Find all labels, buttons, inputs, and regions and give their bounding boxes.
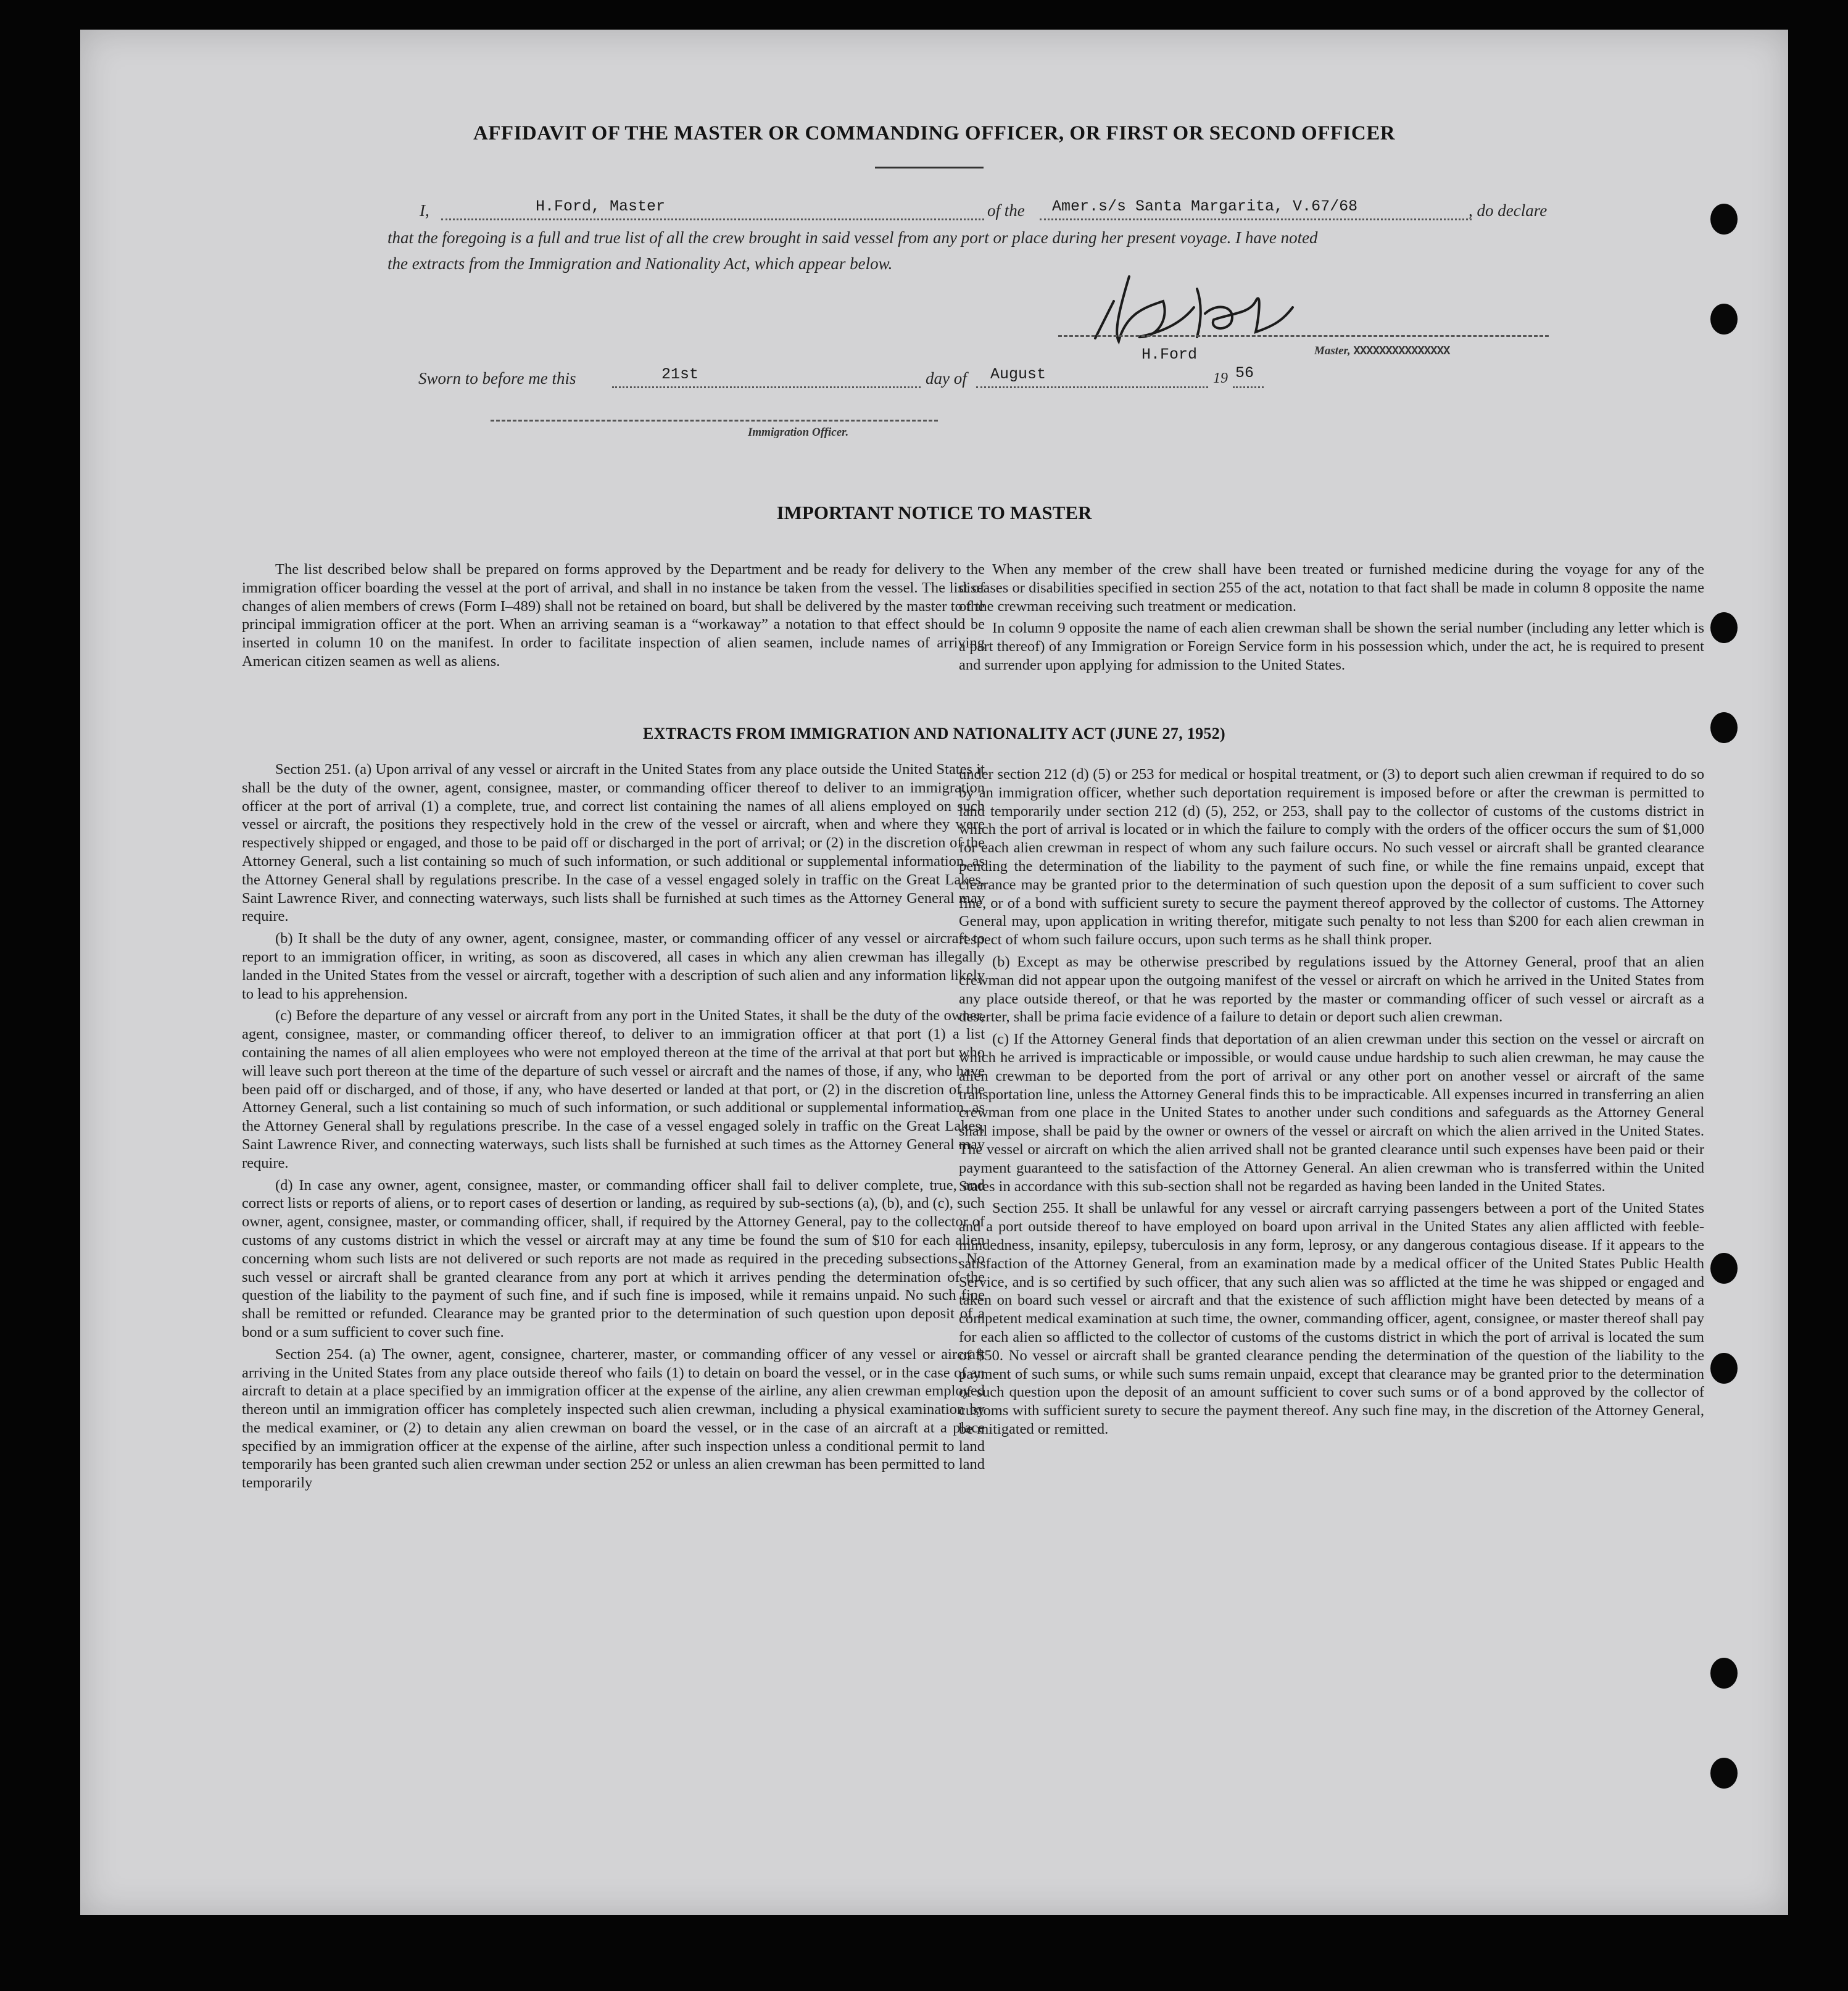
master-name-line — [441, 218, 984, 220]
punch-hole — [1710, 1658, 1738, 1689]
immigration-officer-label: Immigration Officer. — [748, 426, 849, 439]
typed-signature: H.Ford — [1142, 346, 1198, 364]
notice-title: IMPORTANT NOTICE TO MASTER — [776, 502, 1092, 523]
left-paragraph: The list described below shall be prepared on forms approved by the Department and be ready for delivery to the immigration officer boarding the vessel at the port of arrival, and shall in no instance be taken from the vessel. The list of changes of alien members of crews (Form I–489) shall not be retained on board, but shall be delivered by the master to the principal immigration officer at the port. When an arriving seaman is a “workaway” a notation to that effect should be inserted in column 10 on the manifest. In order to facilitate inspection of alien seamen, include names of arriving American citizen seamen as well as aliens. — [242, 561, 985, 670]
master-name-field: H.Ford, Master — [536, 197, 666, 215]
right-paragraph: (c) If the Attorney General finds that deportation of an alien crewman under this section on the vessel or aircraft on which he arrived is impracticable or impossible, or would cause undue hardship to such alien crewman, he may cause the alien crewman to be deported from the port of arrival or any other port on another vessel or aircraft of the same transportation line, unless the Attorney General finds this to be impracticable. All expenses incurred in transferring an alien crewman from one place in the United States to another under such conditions and safeguards as the Attorney General shall impose, shall be paid by the owner or owners of the vessel or aircraft on which the alien arrived in the United States. The vessel or aircraft on which the alien arrived shall not be granted clearance until such expenses have been paid or their payment guaranteed to the satisfaction of the Attorney General. An alien crewman who is transferred within the United States in accordance with this sub-section shall not be regarded as having been landed in the United States. — [959, 1031, 1704, 1195]
left-paragraph: (c) Before the departure of any vessel or aircraft from any port in the United States, it shall be the duty of the owner, agent, consignee, master, or commanding officer thereof, to deliver to an immigration officer at that port (1) a list containing the names of all alien employees who were not employed thereon at the time of the arrival at that port but who will leave such port thereon at the time of the departure of such vessel or aircraft and the names of those, if any, who have been paid off or discharged, and of those, if any, who have deserted or landed at that port, or (2) in the discretion of the Attorney General, such a list containing so much of such information, or such additional or supplemental information, as the Attorney General shall by regulations prescribe. In the case of a vessel engaged solely in traffic on the Great Lakes, Saint Lawrence River, and connecting waterways, such lists shall be furnished at such times as the Attorney General may require. — [242, 1007, 985, 1171]
day-of-label: day of — [926, 369, 967, 388]
right-column-notice — [959, 560, 1704, 675]
right-paragraph: (b) Except as may be otherwise prescribed by regulations issued by the Attorney General, proof that an alien crewman did not appear upon the outgoing manifest of the vessel or aircraft on which he arrived in the United States from any place outside thereof, or that he was reported by the master or commanding officer of such vessel or aircraft as a deserter, shall be prima facie evidence of a failure to detain or deport such alien crewman. — [959, 953, 1704, 1026]
left-paragraph: (b) It shall be the duty of any owner, agent, consignee, master, or commanding officer of any vessel or aircraft to report to an immigration officer, in writing, as soon as discovered, all cases in which any alien crewman has illegally landed in the United States from the vessel or aircraft, together with a description of such alien and any information likely to lead to his apprehension. — [242, 930, 985, 1002]
vessel-field: Amer.s/s Santa Margarita, V.67/68 — [1052, 197, 1358, 215]
affidavit-title: AFFIDAVIT OF THE MASTER OR COMMANDING OFFICER, OR FIRST OR SECOND OFFICER — [473, 122, 1396, 144]
sworn-label: Sworn to before me this — [418, 369, 576, 388]
punch-hole — [1710, 1758, 1738, 1789]
title-rule — [875, 167, 984, 168]
signature-line — [1058, 335, 1549, 337]
declaration-line-3: the extracts from the Immigration and Nationality Act, which appear below. — [387, 254, 893, 273]
right-column-extracts — [959, 765, 1704, 1439]
sworn-day-field: 21st — [661, 365, 699, 383]
signer-title-struck: XXXXXXXXXXXXXXX — [1353, 344, 1450, 358]
punch-hole — [1710, 204, 1738, 235]
vessel-line — [1040, 218, 1472, 220]
punch-hole — [1710, 1353, 1738, 1384]
left-paragraph: Section 254. (a) The owner, agent, consignee, charterer, master, or commanding officer of any vessel or aircraft arriving in the United States from any place outside thereof who fails (1) to detain on board the vessel, or in the case of an aircraft to detain at a place specified by an immigration officer at the expense of the airline, any alien crewman employed thereon until an immigration officer has completely inspected such alien crewman, including a physical examination by the medical examiner, or (2) to detain any alien crewman on board the vessel, or in the case of an aircraft at a place specified by an immigration officer at the expense of the airline, after such inspection unless a conditional permit to land temporarily has been granted such alien crewman under section 252 or unless an alien crewman has been permitted to land temporarily — [242, 1345, 985, 1492]
i-label: I, — [420, 201, 429, 220]
punch-hole — [1710, 304, 1738, 335]
punch-hole — [1710, 612, 1738, 643]
of-the-label: of the — [987, 201, 1025, 220]
handwritten-signature — [1071, 264, 1330, 357]
left-paragraph: (d) In case any owner, agent, consignee, master, or commanding officer shall fail to deliver complete, true, and correct lists or reports of aliens, or to report cases of desertion or landing, as required by sub-sections (a), (b), and (c), such owner, agent, consignee, master, or commanding officer, shall, if required by the Attorney General, pay to the collector of customs of any customs district in which the vessel or aircraft may at any time be found the sum of $10 for each alien concerning whom such lists are not delivered or such reports are not made as required in the preceding subsections. No such vessel or aircraft shall be granted clearance from any port at which it arrives pending the determination of the question of the liability to the payment of such fine, and if such fine is imposed, while it remains unpaid. No such fine shall be remitted or refunded. Clearance may be granted prior to the determination of such question upon deposit of a bond or a sum sufficient to cover such fine. — [242, 1176, 985, 1340]
right-paragraph: Section 255. It shall be unlawful for any vessel or aircraft carrying passengers between a port of the United States and a port outside thereof to have employed on board upon arrival in the United States any alien afflicted with feeble-mindedness, insanity, epilepsy, tuberculosis in any form, leprosy, or any dangerous contagious disease. If it appears to the satisfaction of the Attorney General, from an examination made by a medical officer of the United States Public Health Service, and is so certified by such officer, that any such alien was so afflicted at the time he was shipped or engaged and taken on board such vessel or aircraft and that the existence of such affliction might have been detected by means of a competent medical examination at such time, the owner, commanding officer, agent, consignee, or master thereof shall pay for each alien so afflicted to the collector of customs of the customs district in which the port of arrival is located the sum of $50. No vessel or aircraft shall be granted clearance pending the determination of the question of the liability to the payment of such sums, or while such sums remain unpaid, except that clearance may be granted prior to the determination of such question upon the deposit of an amount sufficient to cover such sums or of a bond approved by the collector of customs with sufficient surety to secure the payment thereof. Any such fine may, in the discretion of the Attorney General, be mitigated or remitted. — [959, 1200, 1704, 1437]
sworn-month-field: August — [990, 365, 1046, 383]
signer-title: Master, XXXXXXXXXXXXXXX — [1314, 344, 1450, 358]
right-paragraph: When any member of the crew shall have been treated or furnished medicine during the voyage for any of the diseases or disabilities specified in section 255 of the act, notation to that fact shall be made in column 8 opposite the name of the crewman receiving such treatment or medication. — [959, 561, 1704, 615]
extracts-title: EXTRACTS FROM IMMIGRATION AND NATIONALITY ACT (JUNE 27, 1952) — [642, 725, 1225, 742]
officer-signature-line — [491, 420, 938, 422]
year-field: 56 — [1235, 364, 1254, 382]
document-page — [80, 30, 1788, 1915]
do-declare-label: , do declare — [1469, 201, 1548, 220]
sworn-day-line — [612, 386, 921, 388]
right-paragraph: In column 9 opposite the name of each alien crewman shall be shown the serial number (including any letter which is a part thereof) of any Immigration or Foreign Service form in his possession which, under the act, he is required to present and surrender upon applying for admission to the United States. — [959, 620, 1704, 673]
left-column-extracts — [242, 760, 985, 1492]
year-line — [1233, 386, 1264, 388]
left-paragraph: Section 251. (a) Upon arrival of any vessel or aircraft in the United States from any place outside the United States it shall be the duty of the owner, agent, consignee, master, or commanding officer thereof to deliver to an immigration officer at the port of arrival (1) a complete, true, and correct list containing the names of all aliens employed on such vessel or aircraft, the positions they respectively hold in the crew of the vessel or aircraft, when and where they were respectively shipped or engaged, and those to be paid off or discharged in the port of arrival; or (2) in the discretion of the Attorney General, such a list containing so much of such information, or such additional or supplemental information, as the Attorney General shall by regulations prescribe. In the case of a vessel engaged solely in traffic on the Great Lakes, Saint Lawrence River, and connecting waterways, such lists shall be furnished at such times as the Attorney General may require. — [242, 761, 985, 925]
declaration-line-2: that the foregoing is a full and true list of all the crew brought in said vessel from any port or place during her present voyage. I have noted — [387, 228, 1318, 247]
right-paragraph: under section 212 (d) (5) or 253 for medical or hospital treatment, or (3) to deport such alien crewman if required to do so by an immigration officer, whether such deportation requirement is imposed before or after the crewman is permitted to land temporarily under section 212 (d) (5), 252, or 253, shall pay to the collector of customs of the customs district in which the port of arrival is located or in which the failure to comply with the orders of the officer occurs the sum of $1,000 for each alien crewman in respect of whom any such failure occurs. No such vessel or aircraft shall be granted clearance pending the determination of the liability to the payment of such fine, or while the fine remains unpaid, except that clearance may be granted prior to the determination of such question upon the deposit of a sum sufficient to cover such fine, or of a bond with sufficient surety to secure the payment thereof approved by the collector of customs. The Attorney General may, upon application in writing therefor, mitigate such penalty to not less than $200 for each alien crewman in respect of whom such failure occurs, upon such terms as he shall think proper. — [959, 766, 1704, 949]
year-prefix: 19 — [1213, 370, 1228, 386]
punch-hole — [1710, 1253, 1738, 1284]
left-column — [242, 560, 985, 671]
sworn-month-line — [976, 386, 1208, 388]
